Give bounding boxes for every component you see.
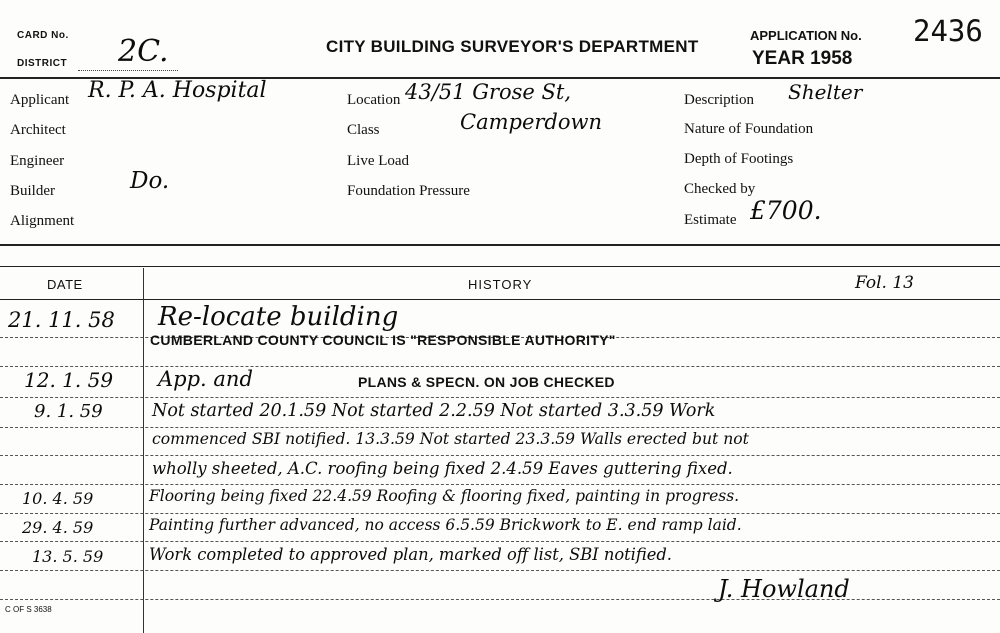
estimate-label: Estimate xyxy=(684,212,737,228)
row-history: Re-locate building xyxy=(158,302,399,332)
checked-by-label: Checked by xyxy=(684,181,756,197)
year-label: YEAR 1958 xyxy=(752,48,853,69)
applicant-label: Applicant xyxy=(10,92,70,108)
class-label: Class xyxy=(347,122,380,138)
applicant-value: R. P. A. Hospital xyxy=(88,78,267,103)
row-rule xyxy=(0,484,1000,485)
row-date: 10. 4. 59 xyxy=(22,489,94,508)
row-history: commenced SBI notified. 13.3.59 Not started 23.3.59 Walls erected but not xyxy=(152,430,749,448)
row-history: App. and xyxy=(158,367,253,391)
plans-checked-stamp: PLANS & SPECN. ON JOB CHECKED xyxy=(358,374,615,390)
alignment-label: Alignment xyxy=(10,213,75,229)
row-history: Work completed to approved plan, marked off list, SBI notified. xyxy=(149,545,672,564)
row-rule xyxy=(0,541,1000,542)
authority-stamp: CUMBERLAND COUNTY COUNCIL IS "RESPONSIBLE AUTHORITY" xyxy=(150,332,616,348)
location-value: 43/51 Grose St, xyxy=(405,80,572,104)
description-label: Description xyxy=(684,92,754,108)
row-date: 12. 1. 59 xyxy=(24,368,114,392)
class-value: Camperdown xyxy=(460,110,602,134)
column-divider xyxy=(143,268,144,633)
fields-rule-upper xyxy=(0,244,1000,246)
history-column-header: HISTORY xyxy=(468,277,533,292)
row-history: Painting further advanced, no access 6.5.59 Brickwork to E. end ramp laid. xyxy=(149,516,742,534)
department-title: CITY BUILDING SURVEYOR'S DEPARTMENT xyxy=(326,37,699,56)
corner-note: Fol. 13 xyxy=(855,273,914,293)
district-underline xyxy=(78,70,178,71)
foundation-pressure-label: Foundation Pressure xyxy=(347,183,470,199)
row-date: 29. 4. 59 xyxy=(22,518,94,537)
location-label: Location xyxy=(347,92,401,108)
row-history: Not started 20.1.59 Not started 2.2.59 Not started 3.3.59 Work xyxy=(152,401,716,421)
row-rule xyxy=(0,513,1000,514)
signature: J. Howland xyxy=(718,575,850,603)
builder-label: Builder xyxy=(10,183,55,199)
row-date: 21. 11. 58 xyxy=(8,308,115,332)
row-rule xyxy=(0,397,1000,398)
application-no-label: APPLICATION No. xyxy=(750,28,862,43)
description-value: Shelter xyxy=(788,80,863,104)
form-code: C OF S 3638 xyxy=(5,605,52,614)
row-rule xyxy=(0,366,1000,367)
engineer-label: Engineer xyxy=(10,153,65,169)
date-column-header: DATE xyxy=(47,277,83,292)
row-rule xyxy=(0,599,1000,600)
builder-value: Do. xyxy=(130,168,170,194)
row-history: wholly sheeted, A.C. roofing being fixed 2.4.59 Eaves guttering fixed. xyxy=(152,459,733,478)
row-rule xyxy=(0,455,1000,456)
estimate-value: £700. xyxy=(750,196,822,225)
row-date: 13. 5. 59 xyxy=(32,547,104,566)
district-value: 2C. xyxy=(118,34,169,69)
architect-label: Architect xyxy=(10,122,66,138)
row-date: 9. 1. 59 xyxy=(34,401,103,422)
fields-rule-lower xyxy=(0,266,1000,267)
live-load-label: Live Load xyxy=(347,153,410,169)
card-no-label: CARD No. xyxy=(17,30,69,41)
depth-footings-label: Depth of Footings xyxy=(684,151,794,167)
row-rule xyxy=(0,427,1000,428)
application-number: 2436 xyxy=(913,14,983,48)
nature-foundation-label: Nature of Foundation xyxy=(684,121,814,137)
row-rule xyxy=(0,570,1000,571)
table-header-rule xyxy=(0,299,1000,300)
district-label: DISTRICT xyxy=(17,58,68,69)
row-history: Flooring being fixed 22.4.59 Roofing & flooring fixed, painting in progress. xyxy=(149,487,740,505)
